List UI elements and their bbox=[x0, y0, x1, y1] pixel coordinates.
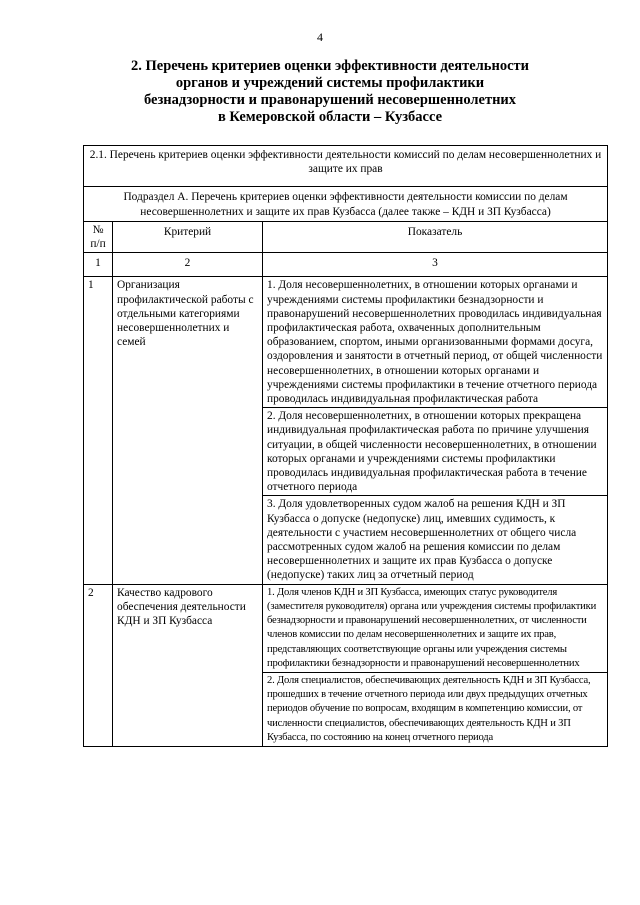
document-heading bbox=[110, 58, 550, 126]
row-criterion: Качество кадрового обеспечения деятельности КДН и ЗП Кузбасса bbox=[113, 584, 263, 746]
column-number: 3 bbox=[263, 253, 608, 277]
heading-line: в Кемеровской области – Кузбассе bbox=[217, 109, 443, 125]
criteria-table bbox=[83, 145, 608, 747]
column-header-number: № п/п bbox=[84, 221, 113, 252]
table-row bbox=[84, 277, 608, 408]
subsection-title-row bbox=[84, 187, 608, 221]
row-indicator: 2. Доля несовершеннолетних, в отношении которых прекращена индивидуальная профилактическая работа по причине улучшения ситуации, в общей численности несовершеннолетних, в отношении которых органами и учреждениями системы профилактики проводилась индивидуальная профилактическая работа в течение отчетного периода bbox=[263, 408, 608, 496]
heading-line: органов и учреждений системы профилактики bbox=[175, 75, 485, 91]
section-title: 2.1. Перечень критериев оценки эффективности деятельности комиссий по делам несовершеннолетних и защите их прав bbox=[84, 146, 608, 187]
row-indicator: 2. Доля специалистов, обеспечивающих деятельность КДН и ЗП Кузбасса, прошедших в течение отчетного периода или двух предыдущих отчетных периодов обучение по вопросам, входящим в компетенцию комиссии, от численности специалистов, обеспечивающих деятельность КДН и ЗП Кузбасса, по состоянию на конец отчетного периода bbox=[263, 672, 608, 746]
table-row bbox=[84, 584, 608, 672]
column-header-row bbox=[84, 221, 608, 252]
row-number: 2 bbox=[84, 584, 113, 746]
row-criterion: Организация профилактической работы с отдельными категориями несовершеннолетних и семей bbox=[113, 277, 263, 584]
row-number: 1 bbox=[84, 277, 113, 584]
column-number: 2 bbox=[113, 253, 263, 277]
row-indicator: 1. Доля членов КДН и ЗП Кузбасса, имеющих статус руководителя (заместителя руководителя) органа или учреждения системы профилактики безнадзорности и правонарушений несовершеннолетних, от численности членов комиссии по делам несовершеннолетних и защите их прав, представляющих соответствующие органы или учреждения системы профилактики безнадзорности и правонарушений несовершеннолетних bbox=[263, 584, 608, 672]
row-indicator: 1. Доля несовершеннолетних, в отношении которых органами и учреждениями системы профилактики безнадзорности и правонарушений несовершеннолетних проводилась индивидуальная профилактическая работа, охваченных дополнительным образованием, спортом, иными организованными формами досуга, оздоровления и занятости в отчетный период, от общей численности несовершеннолетних, в отношении которых органами и учреждениями системы профилактики в течение отчетного периода проводилась индивидуальная профилактическая работа bbox=[263, 277, 608, 408]
heading-line: безнадзорности и правонарушений несовершеннолетних bbox=[143, 92, 517, 108]
heading-line: 2. Перечень критериев оценки эффективности деятельности bbox=[131, 58, 529, 74]
subsection-title: Подраздел А. Перечень критериев оценки эффективности деятельности комиссии по делам несовершеннолетних и защите их прав Кузбасса (далее также – КДН и ЗП Кузбасса) bbox=[84, 187, 608, 221]
column-numbers-row bbox=[84, 253, 608, 277]
column-header-criterion: Критерий bbox=[113, 221, 263, 252]
column-header-indicator: Показатель bbox=[263, 221, 608, 252]
column-number: 1 bbox=[84, 253, 113, 277]
page-number: 4 bbox=[317, 30, 323, 44]
row-indicator: 3. Доля удовлетворенных судом жалоб на решения КДН и ЗП Кузбасса о допуске (недопуске) лиц, имевших судимость, к деятельности с участием несовершеннолетних от общего числа рассмотренных судом жалоб на решения комиссии по делам несовершеннолетних и защите их прав Кузбасса о допуске (недопуске) таких лиц за отчетный период bbox=[263, 496, 608, 584]
section-title-row bbox=[84, 146, 608, 187]
